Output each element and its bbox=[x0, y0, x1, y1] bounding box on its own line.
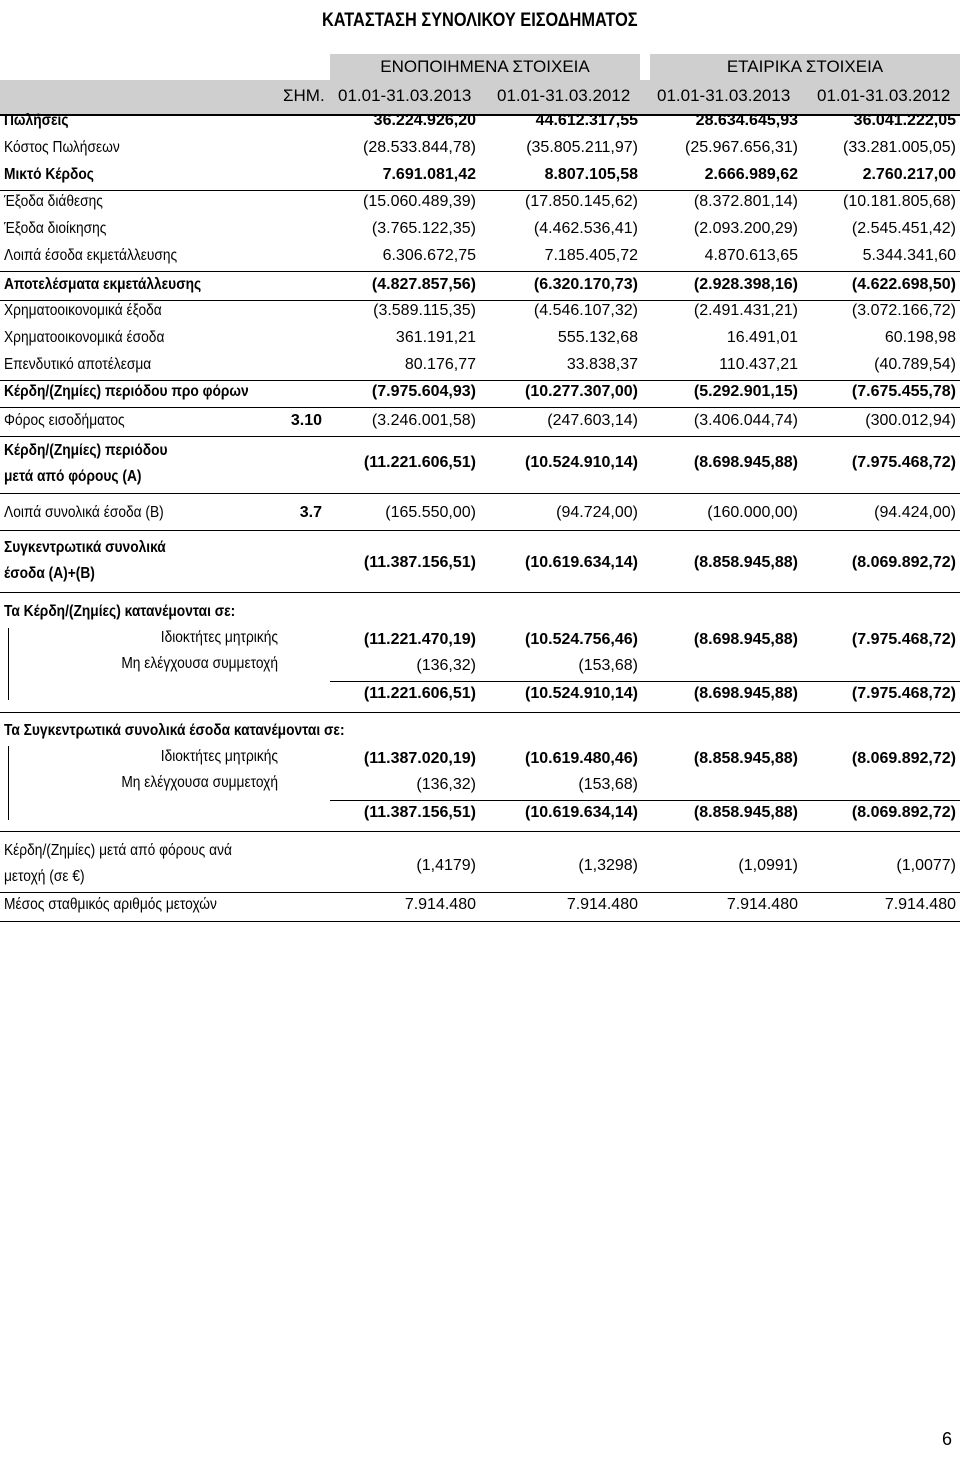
col2-header: 01.01-31.03.2012 bbox=[497, 86, 631, 105]
cell-value: (25.967.656,31) bbox=[685, 139, 798, 156]
cell-value: 7.185.405,72 bbox=[544, 247, 638, 264]
cell-value: 5.344.341,60 bbox=[862, 247, 956, 264]
row-label: Επενδυτικό αποτέλεσμα bbox=[4, 356, 152, 373]
cell-value: 4.870.613,65 bbox=[704, 247, 798, 264]
divider bbox=[0, 271, 960, 272]
cell-value: (4.622.698,50) bbox=[851, 276, 956, 293]
divider bbox=[0, 530, 960, 531]
eps-label: Κέρδη/(Ζημίες) μετά από φόρους ανά μετοχή (σε €) bbox=[4, 842, 232, 885]
col4-header: 01.01-31.03.2012 bbox=[817, 86, 951, 105]
cell-value: 110.437,21 bbox=[719, 356, 798, 373]
divider bbox=[0, 407, 960, 408]
net-profit-label: Κέρδη/(Ζημίες) περιόδου μετά από φόρους (Α) bbox=[4, 442, 168, 485]
total-income-label: Συγκεντρωτικά συνολικά έσοδα (Α)+(Β) bbox=[4, 539, 166, 582]
net-profit-row: (11.221.606,51) (10.524.910,14) (8.698.945,88) (7.975.468,72) bbox=[363, 454, 956, 471]
profit-allocation-heading: Τα Κέρδη/(Ζημίες) κατανέμονται σε: bbox=[4, 603, 236, 620]
table-row bbox=[0, 274, 960, 300]
row-label: Χρηματοοικονομικά έξοδα bbox=[4, 302, 162, 319]
company-header: ΕΤΑΙΡΙΚΑ ΣΤΟΙΧΕΙΑ bbox=[650, 54, 960, 80]
other-income-row: Λοιπά συνολικά έσοδα (Β) 3.7 (165.550,00) (94.724,00) (160.000,00) (94.424,00) bbox=[4, 504, 956, 521]
cell-value: (4.546.107,32) bbox=[533, 302, 638, 319]
row-label: Χρηματοοικονομικά έσοδα bbox=[4, 329, 165, 346]
cell-value: (3.246.001,58) bbox=[371, 412, 476, 429]
cell-value: (4.462.536,41) bbox=[533, 220, 638, 237]
profit-owners-row: Ιδιοκτήτες μητρικής (11.221.470,19) (10.524.756,46) (8.698.945,88) (7.975.468,72) bbox=[160, 629, 956, 648]
cell-value: 16.491,01 bbox=[726, 329, 798, 346]
row-label: Φόρος εισοδήματος bbox=[4, 412, 125, 429]
table-row bbox=[0, 381, 960, 407]
cell-value: (6.320.170,73) bbox=[533, 276, 638, 293]
income-owners-row: Ιδιοκτήτες μητρικής (11.387.020,19) (10.619.480,46) (8.858.945,88) (8.069.892,72) bbox=[160, 748, 956, 767]
total-income-row: (11.387.156,51) (10.619.634,14) (8.858.945,88) (8.069.892,72) bbox=[363, 554, 956, 571]
profit-minority-row: Μη ελέγχουσα συμμετοχή (136,32) (153,68) bbox=[121, 655, 638, 674]
cell-value: 36.041.222,05 bbox=[853, 112, 956, 129]
statement-title: ΚΑΤΑΣΤΑΣΗ ΣΥΝΟΛΙΚΟΥ ΕΙΣΟΔΗΜΑΤΟΣ bbox=[322, 10, 638, 31]
income-minority-row: Μη ελέγχουσα συμμετοχή (136,32) (153,68) bbox=[121, 774, 638, 793]
eps-row: (1,4179) (1,3298) (1,0991) (1,0077) bbox=[416, 857, 956, 874]
row-label: Πωλήσεις bbox=[4, 112, 69, 129]
income-allocation-heading: Τα Συγκεντρωτικά συνολικά έσοδα κατανέμονται σε: bbox=[4, 722, 345, 739]
row-label: Κέρδη/(Ζημίες) περιόδου προ φόρων bbox=[4, 383, 249, 400]
cell-value: (3.765.122,35) bbox=[371, 220, 476, 237]
subtotal-line bbox=[330, 800, 960, 801]
cell-value: (35.805.211,97) bbox=[526, 139, 638, 156]
row-note: 3.10 bbox=[290, 412, 322, 429]
cell-value: 2.760.217,00 bbox=[862, 166, 956, 183]
cell-value: (8.372.801,14) bbox=[693, 193, 798, 210]
cell-value: (4.827.857,56) bbox=[371, 276, 476, 293]
profit-total-row: (11.221.606,51) (10.524.910,14) (8.698.945,88) (7.975.468,72) bbox=[363, 685, 956, 702]
table-row bbox=[0, 218, 960, 244]
cell-value: (17.850.145,62) bbox=[525, 193, 638, 210]
row-label: Λοιπά έσοδα εκμετάλλευσης bbox=[4, 247, 178, 264]
row-label: Έξοδα διοίκησης bbox=[4, 220, 107, 237]
note-column-header: ΣΗΜ. bbox=[283, 86, 325, 105]
table-row bbox=[0, 410, 960, 436]
cell-value: (5.292.901,15) bbox=[693, 383, 798, 400]
cell-value: 6.306.672,75 bbox=[382, 247, 476, 264]
divider bbox=[0, 892, 960, 893]
table-row bbox=[0, 110, 960, 136]
cell-value: (33.281.005,05) bbox=[843, 139, 956, 156]
cell-value: (28.533.844,78) bbox=[363, 139, 476, 156]
col1-header: 01.01-31.03.2013 bbox=[338, 86, 472, 105]
table-row bbox=[0, 191, 960, 217]
row-label: Κόστος Πωλήσεων bbox=[4, 139, 120, 156]
cell-value: (247.603,14) bbox=[547, 412, 638, 429]
cell-value: (40.789,54) bbox=[874, 356, 956, 373]
income-total-row: (11.387.156,51) (10.619.634,14) (8.858.945,88) (8.069.892,72) bbox=[363, 804, 956, 821]
cell-value: (3.072.166,72) bbox=[851, 302, 956, 319]
table-row bbox=[0, 164, 960, 190]
cell-value: (15.060.489,39) bbox=[363, 193, 476, 210]
cell-value: (3.589.115,35) bbox=[373, 302, 476, 319]
cell-value: (3.406.044,74) bbox=[693, 412, 798, 429]
shares-row: Μέσος σταθμικός αριθμός μετοχών 7.914.480 7.914.480 7.914.480 7.914.480 bbox=[4, 896, 956, 913]
subtotal-line bbox=[330, 681, 960, 682]
cell-value: 36.224.926,20 bbox=[373, 112, 476, 129]
cell-value: 28.634.645,93 bbox=[695, 112, 798, 129]
cell-value: (2.093.200,29) bbox=[693, 220, 798, 237]
page-number: 6 bbox=[941, 1429, 952, 1449]
cell-value: 44.612.317,55 bbox=[535, 112, 638, 129]
cell-value: (7.975.604,93) bbox=[371, 383, 476, 400]
cell-value: (7.675.455,78) bbox=[851, 383, 956, 400]
cell-value: 7.691.081,42 bbox=[382, 166, 476, 183]
table-row bbox=[0, 245, 960, 271]
cell-value: (300.012,94) bbox=[865, 412, 956, 429]
cell-value: (10.277.307,00) bbox=[525, 383, 638, 400]
cell-value: (10.181.805,68) bbox=[843, 193, 956, 210]
divider bbox=[0, 493, 960, 494]
table-row bbox=[0, 354, 960, 380]
divider bbox=[0, 831, 960, 832]
cell-value: 8.807.105,58 bbox=[544, 166, 638, 183]
divider bbox=[0, 712, 960, 713]
cell-value: 80.176,77 bbox=[404, 356, 476, 373]
table-row bbox=[0, 327, 960, 353]
cell-value: (2.928.398,16) bbox=[693, 276, 798, 293]
cell-value: (2.545.451,42) bbox=[851, 220, 956, 237]
divider bbox=[0, 921, 960, 922]
table-row bbox=[0, 137, 960, 163]
row-label: Μικτό Κέρδος bbox=[4, 166, 94, 183]
consolidated-header: ΕΝΟΠΟΙΗΜΕΝΑ ΣΤΟΙΧΕΙΑ bbox=[330, 54, 640, 80]
cell-value: 2.666.989,62 bbox=[704, 166, 798, 183]
row-label: Αποτελέσματα εκμετάλλευσης bbox=[4, 276, 202, 293]
cell-value: 33.838,37 bbox=[566, 356, 638, 373]
divider bbox=[0, 592, 960, 593]
col3-header: 01.01-31.03.2013 bbox=[657, 86, 791, 105]
cell-value: (2.491.431,21) bbox=[693, 302, 798, 319]
cell-value: 60.198,98 bbox=[884, 329, 956, 346]
cell-value: 555.132,68 bbox=[557, 329, 638, 346]
divider bbox=[0, 436, 960, 437]
cell-value: 361.191,21 bbox=[395, 329, 476, 346]
table-row bbox=[0, 300, 960, 326]
row-label: Έξοδα διάθεσης bbox=[4, 193, 103, 210]
